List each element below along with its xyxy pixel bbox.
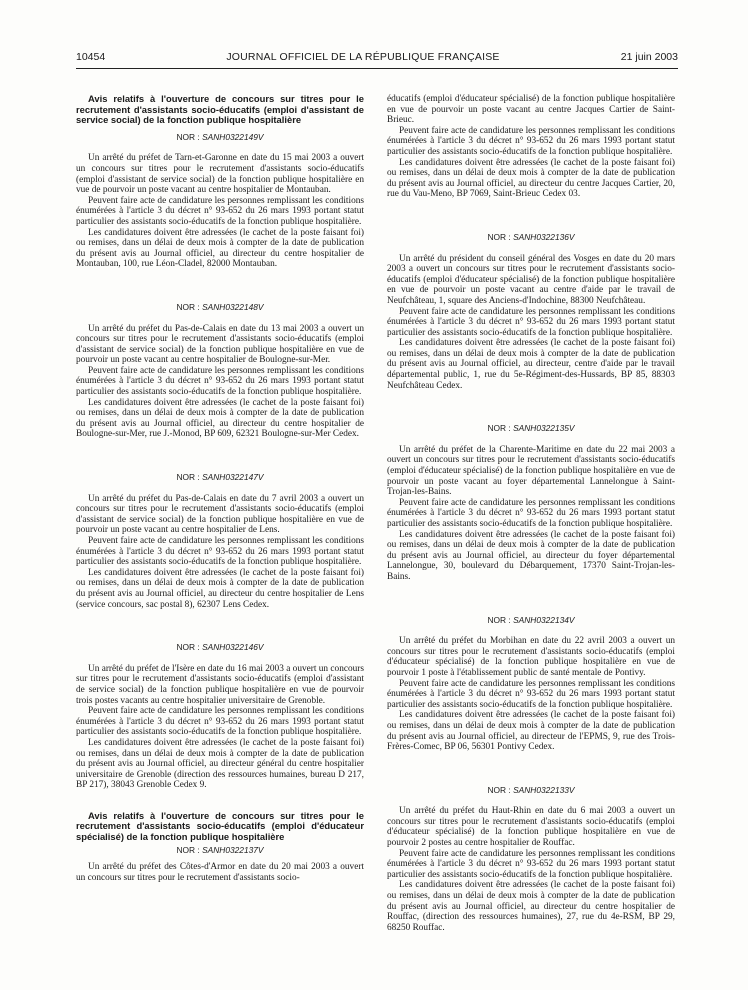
notice-paragraph: Les candidatures doivent être adressées (le cachet de la poste faisant foi) ou remises, dans un délai de deux mois à compter de la date de publication du présent avis au Journal officiel, au directeur du centre Jacques Cartier, 20, rue du Vau-Meno, BP 7069, Saint-Brieuc Cedex 03.: [387, 157, 675, 200]
notice: [76, 845, 364, 884]
nor-code: SANH0322148V: [202, 301, 264, 312]
notice-paragraph: Un arrêté du préfet du Haut-Rhin en date du 6 mai 2003 a ouvert un concours sur titres pour le recrutement d'assistants socio-éducatifs (emploi d'éducateur spécialisé) de la fonction publique hospitalière en vue de pourvoir 2 postes au centre hospitalier de Rouffac.: [387, 806, 675, 849]
nor-label: NOR :: [487, 784, 511, 795]
notice: [76, 132, 364, 270]
nor-reference: [387, 615, 675, 626]
nor-reference: [76, 302, 364, 313]
notice-paragraph: Les candidatures doivent être adressées (le cachet de la poste faisant foi) ou remises, dans un délai de deux mois à compter de la date de publication du présent avis au Journal officiel, au directeur du centre hospitalier de Boulogne-sur-Mer, rue J.-Monod, BP 609, 62321 Boulogne-sur-Mer Cedex.: [76, 397, 364, 440]
nor-label: NOR :: [176, 131, 200, 142]
nor-label: NOR :: [176, 301, 200, 312]
nor-reference: [387, 423, 675, 434]
notice-paragraph: Peuvent faire acte de candidature les personnes remplissant les conditions énumérées à l'article 3 du décret n° 93-652 du 26 mars 1993 portant statut particulier des assistants socio-éducatifs de la fonction publique hospitalière.: [387, 125, 675, 157]
notice-continuation: éducatifs (emploi d'éducateur spécialisé) de la fonction publique hospitalière en vue de pourvoir un poste vacant au centre Jacques Cartier de Saint-Brieuc.: [387, 94, 675, 126]
notice: [387, 785, 675, 934]
notice: [387, 232, 675, 391]
notice-paragraph: Peuvent faire acte de candidature les personnes remplissant les conditions énumérées à l'article 3 du décret n° 93-652 du 26 mars 1993 portant statut particulier des assistants socio-éducatifs de la fonction publique hospitalière.: [76, 536, 364, 568]
page-header: [76, 49, 678, 65]
nor-label: NOR :: [176, 642, 200, 653]
nor-reference: [76, 845, 364, 856]
section-heading: Avis relatifs à l'ouverture de concours sur titres pour le recrutement d'assistants socio-éducatifs (emploi d'assistant de service social) de la fonction publique hospitalière: [76, 93, 364, 126]
notice-paragraph: Les candidatures doivent être adressées (le cachet de la poste faisant foi) ou remises, dans un délai de deux mois à compter de la date de publication du présent avis au Journal officiel, au directeur du centre hospitalier de Rouffac, (direction des ressources humaines), 27, rue du 4e-RSM, BP 29, 68250 Rouffac.: [387, 880, 675, 933]
right-column: [387, 94, 675, 933]
nor-reference: [76, 132, 364, 143]
notice-paragraph: Peuvent faire acte de candidature les personnes remplissant les conditions énumérées à l'article 3 du décret n° 93-652 du 26 mars 1993 portant statut particulier des assistants socio-éducatifs de la fonction publique hospitalière.: [387, 678, 675, 710]
left-column: [76, 94, 364, 883]
nor-code: SANH0322136V: [513, 231, 575, 242]
notice-paragraph: Un arrêté du préfet de la Charente-Maritime en date du 22 mai 2003 a ouvert un concours sur titres pour le recrutement d'assistants socio-éducatifs (emploi d'éducateur spécialisé) de la fonction publique hospitalière en vue de pourvoir un poste vacant au foyer départemental Lannelongue à Saint-Trojan-les-Bains.: [387, 444, 675, 498]
nor-code: SANH0322133V: [513, 784, 575, 795]
nor-label: NOR :: [176, 472, 200, 483]
notice-paragraph: Peuvent faire acte de candidature les personnes remplissant les conditions énumérées à l'article 3 du décret n° 93-652 du 26 mars 1993 portant statut particulier des assistants socio-éducatifs de la fonction publique hospitalière.: [76, 706, 364, 738]
notice-paragraph: Un arrêté du préfet du Pas-de-Calais en date du 7 avril 2003 a ouvert un concours sur titres pour le recrutement d'assistants socio-éducatifs (emploi d'assistant de service social) de la fonction publique hospitalière en vue de pourvoir un poste vacant au centre hospitalier de Lens.: [76, 493, 364, 536]
nor-code: SANH0322147V: [202, 472, 264, 483]
notice-paragraph: Peuvent faire acte de candidature les personnes remplissant les conditions énumérées à l'article 3 du décret n° 93-652 du 26 mars 1993 portant statut particulier des assistants socio-éducatifs de la fonction publique hospitalière.: [387, 848, 675, 880]
nor-label: NOR :: [487, 614, 511, 625]
notice: [76, 302, 364, 440]
notice-paragraph: Les candidatures doivent être adressées (le cachet de la poste faisant foi) ou remises, dans un délai de deux mois à compter de la date de publication du présent avis au Journal officiel, au directeur général du centre hospitalier universitaire de Grenoble (direction des ressources humaines, bureau D 217, BP 217), 38043 Grenoble Cedex 9.: [76, 737, 364, 791]
notice-paragraph: Peuvent faire acte de candidature les personnes remplissant les conditions énumérées à l'article 3 du décret n° 93-652 du 26 mars 1993 portant statut particulier des assistants socio-éducatifs de la fonction publique hospitalière.: [76, 195, 364, 227]
page-number: 10454: [76, 51, 106, 63]
notice-paragraph: Peuvent faire acte de candidature les personnes remplissant les conditions énumérées à l'article 3 du décret n° 93-652 du 26 mars 1993 portant statut particulier des assistants socio-éducatifs de la fonction publique hospitalière.: [76, 365, 364, 398]
nor-code: SANH0322137V: [202, 844, 264, 855]
nor-label: NOR :: [487, 423, 511, 434]
nor-reference: [76, 472, 364, 483]
issue-date: 21 juin 2003: [620, 51, 678, 63]
notice: [76, 472, 364, 610]
nor-code: SANH0322149V: [202, 131, 264, 142]
nor-reference: [387, 232, 675, 243]
journal-title: JOURNAL OFFICIEL DE LA RÉPUBLIQUE FRANÇAISE: [226, 51, 500, 63]
notice-paragraph: Les candidatures doivent être adressées (le cachet de la poste faisant foi) ou remises, dans un délai de deux mois à compter de la date de publication du présent avis au Journal officiel, au directeur du centre hospitalier de Montauban, 100, rue Léon-Cladel, 82000 Montauban.: [76, 227, 364, 270]
notice-paragraph: Les candidatures doivent être adressées (le cachet de la poste faisant foi) ou remises, dans un délai de deux mois à compter de la date de publication du présent avis au Journal officiel, au directeur du centre hospitalier de Lens (service concours, sac postal 8), 62307 Lens Cedex.: [76, 567, 364, 610]
section-heading: Avis relatifs à l'ouverture de concours sur titres pour le recrutement d'assistants socio-éducatifs (emploi d'éducateur spécialisé) de la fonction publique hospitalière: [76, 809, 364, 843]
notice-paragraph: Un arrêté du préfet du Morbihan en date du 22 avril 2003 a ouvert un concours sur titres pour le recrutement d'assistants socio-éducatifs (emploi d'éducateur spécialisé) de la fonction publique hospitalière en vue de pourvoir 1 poste à l'établissement public de santé mentale de Pontivy.: [387, 636, 675, 678]
nor-reference: [387, 785, 675, 796]
nor-label: NOR :: [487, 231, 511, 242]
notice-paragraph: Un arrêté du président du conseil général des Vosges en date du 20 mars 2003 a ouvert un concours sur titres pour le recrutement d'assistants socio-éducatifs (emploi d'éducateur spécialisé) de la fonction publique hospitalière en vue de pourvoir un poste vacant au centre d'aide par le travail de Neufchâteau, 1, square des Anciens-d'Indochine, 88300 Neufchâteau.: [387, 253, 675, 306]
notice-paragraph: Les candidatures doivent être adressées (le cachet de la poste faisant foi) ou remises, dans un délai de deux mois à compter de la date de publication du présent avis au Journal officiel, au directeur de l'EPMS, 9, rue des Trois-Frères-Comec, BP 06, 56301 Pontivy Cedex.: [387, 710, 675, 753]
notice: [387, 615, 675, 753]
notice: [76, 642, 364, 791]
nor-reference: [76, 642, 364, 653]
notice-paragraph: Peuvent faire acte de candidature les personnes remplissant les conditions énumérées à l'article 3 du décret n° 93-652 du 26 mars 1993 portant statut particulier des assistants socio-éducatifs de la fonction publique hospitalière.: [387, 306, 675, 338]
notice-paragraph: Un arrêté du préfet des Côtes-d'Armor en date du 20 mai 2003 a ouvert un concours sur titres pour le recrutement d'assistants socio-: [76, 862, 364, 883]
notice: [387, 423, 675, 582]
nor-label: NOR :: [176, 844, 200, 855]
nor-code: SANH0322135V: [513, 423, 575, 434]
header-rule: [76, 68, 678, 69]
notice-paragraph: Un arrêté du préfet de l'Isère en date du 16 mai 2003 a ouvert un concours sur titres pour le recrutement d'assistants socio-éducatifs (emploi d'assistant de service social) de la fonction publique hospitalière en vue de pourvoir trois postes vacants au centre hospitalier universitaire de Grenoble.: [76, 663, 364, 706]
notice-paragraph: Un arrêté du préfet du Pas-de-Calais en date du 13 mai 2003 a ouvert un concours sur titres pour le recrutement d'assistants socio-éducatifs (emploi d'assistant de service social) de la fonction publique hospitalière en vue de pourvoir un poste vacant au centre hospitalier de Boulogne-sur-Mer.: [76, 323, 364, 366]
notice-paragraph: Les candidatures doivent être adressées (le cachet de la poste faisant foi) ou remises, dans un délai de deux mois à compter de la date de publication du présent avis au Journal officiel, au directeur, centre d'aide par le travail départemental public, 1, rue du 5e-Régiment-des-Hussards, BP 85, 88303 Neufchâteau Cedex.: [387, 338, 675, 391]
nor-code: SANH0322134V: [513, 614, 575, 625]
notice-paragraph: Les candidatures doivent être adressées (le cachet de la poste faisant foi) ou remises, dans un délai de deux mois à compter de la date de publication du présent avis au Journal officiel, au directeur du foyer départemental Lannelongue, 30, boulevard du Débarquement, 17370 Saint-Trojan-les-Bains.: [387, 529, 675, 582]
notice-paragraph: Un arrêté du préfet de Tarn-et-Garonne en date du 15 mai 2003 a ouvert un concours sur titres pour le recrutement d'assistants socio-éducatifs (emploi d'assistant de service social) de la fonction publique hospitalière en vue de pourvoir un poste vacant au centre hospitalier de Montauban.: [76, 153, 364, 196]
notice-paragraph: Peuvent faire acte de candidature les personnes remplissant les conditions énumérées à l'article 3 du décret n° 93-652 du 26 mars 1993 portant statut particulier des assistants socio-éducatifs de la fonction publique hospitalière.: [387, 497, 675, 529]
nor-code: SANH0322146V: [202, 642, 264, 653]
